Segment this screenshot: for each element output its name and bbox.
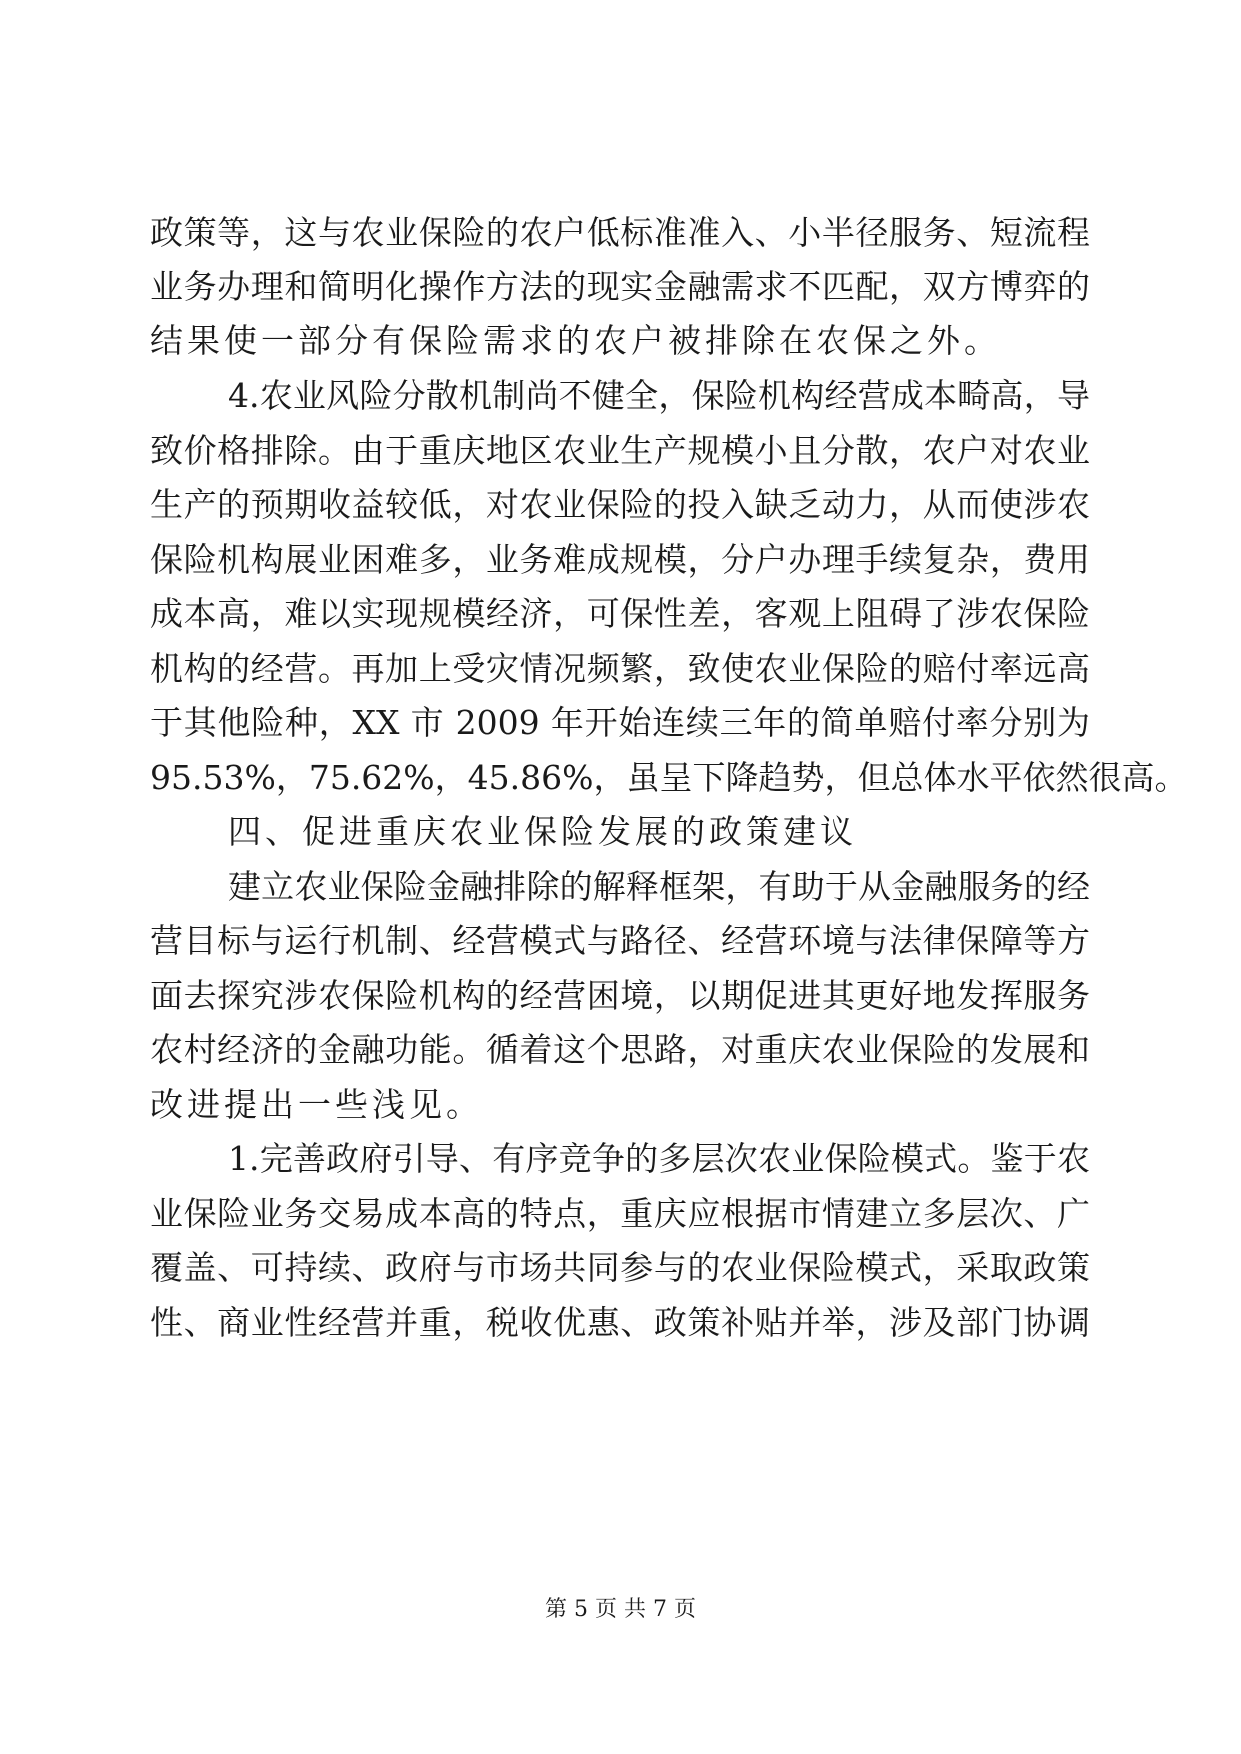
text-line: 业保险业务交易成本高的特点，重庆应根据市情建立多层次、广 xyxy=(150,1194,1090,1233)
text-line: 政策等，这与农业保险的农户低标准准入、小半径服务、短流程 xyxy=(150,213,1090,252)
text-line: 覆盖、可持续、政府与市场共同参与的农业保险模式，采取政策 xyxy=(150,1248,1090,1287)
text-line: 于其他险种，XX 市 2009 年开始连续三年的简单赔付率分别为 xyxy=(150,703,1090,742)
text-line: 保险机构展业困难多，业务难成规模，分户办理手续复杂，费用 xyxy=(150,540,1090,579)
section-heading: 四、促进重庆农业保险发展的政策建议 xyxy=(228,812,857,851)
text-line: 成本高，难以实现规模经济，可保性差，客观上阻碍了涉农保险 xyxy=(150,594,1090,633)
text-line: 生产的预期收益较低，对农业保险的投入缺乏动力，从而使涉农 xyxy=(150,485,1090,524)
text-line: 农村经济的金融功能。循着这个思路，对重庆农业保险的发展和 xyxy=(150,1030,1090,1069)
text-line: 1.完善政府引导、有序竞争的多层次农业保险模式。鉴于农 xyxy=(228,1139,1090,1178)
text-line: 业务办理和简明化操作方法的现实金融需求不匹配，双方博弈的 xyxy=(150,267,1090,306)
text-line: 95.53%，75.62%，45.86%，虽呈下降趋势，但总体水平依然很高。 xyxy=(150,758,1188,797)
text-line: 致价格排除。由于重庆地区农业生产规模小且分散，农户对农业 xyxy=(150,431,1090,470)
text-line: 营目标与运行机制、经营模式与路径、经营环境与法律保障等方 xyxy=(150,921,1090,960)
text-line: 机构的经营。再加上受灾情况频繁，致使农业保险的赔付率远高 xyxy=(150,649,1090,688)
page-number-footer: 第 5 页 共 7 页 xyxy=(545,1597,696,1622)
text-line: 结果使一部分有保险需求的农户被排除在农保之外。 xyxy=(150,321,1001,360)
text-line: 4.农业风险分散机制尚不健全，保险机构经营成本畸高，导 xyxy=(228,376,1090,415)
text-line: 改进提出一些浅见。 xyxy=(150,1085,483,1124)
text-line: 建立农业保险金融排除的解释框架，有助于从金融服务的经 xyxy=(228,867,1090,906)
text-line: 性、商业性经营并重，税收优惠、政策补贴并举，涉及部门协调 xyxy=(150,1303,1090,1342)
text-line: 面去探究涉农保险机构的经营困境，以期促进其更好地发挥服务 xyxy=(150,976,1090,1015)
